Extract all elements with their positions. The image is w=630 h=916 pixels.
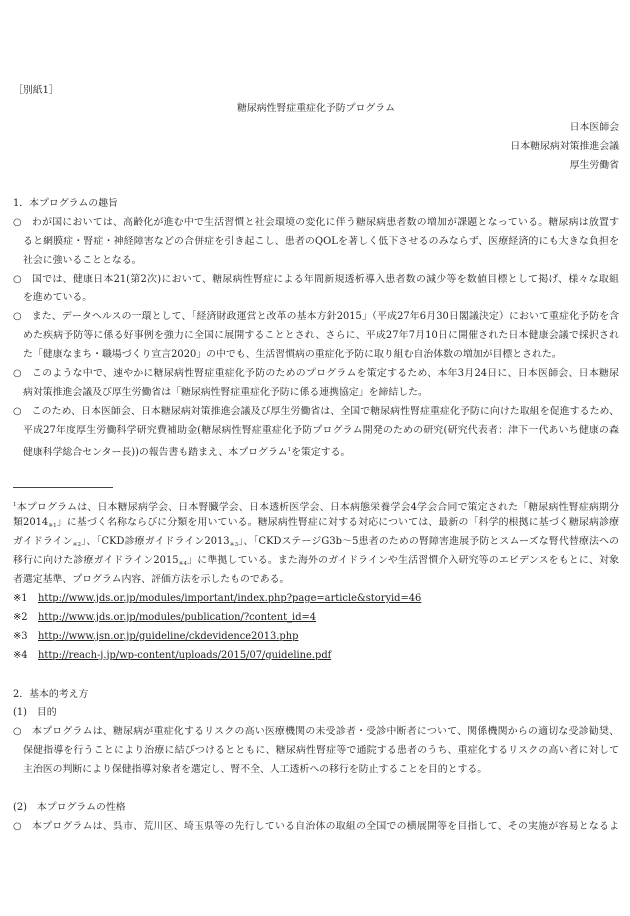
paragraph-line: 平成27年度厚生労働科学研究費補助金(糖尿病性腎症重症化予防プログラム開発のための研究(研究代表者：津下一代あいち健康の森	[23, 424, 619, 436]
footnote-text: 本プログラムは、日本糖尿病学会、日本腎臓学会、日本透析医学会、日本病態栄養学会4学会合同で策定された「糖尿病性腎症病期分	[16, 501, 619, 513]
footnote-line	[13, 533, 619, 552]
footnote-text: 」、「CKDステージG3b～5患者のための腎障害進展予防とスムーズな腎代替療法への	[238, 536, 619, 548]
paragraph-line: を進めている。	[23, 292, 93, 304]
paragraph-line: 主治医の判断により保健指導対象者を選定し、腎不全、人工透析への移行を防止することを目的とする。	[23, 764, 488, 776]
footnote-line: 者選定基準、プログラム内容、評価方法を示したものである。	[13, 574, 290, 586]
paragraph-line: ○ わが国においては、高齢化が進む中で生活習慣と社会環境の変化に伴う糖尿病患者数の増加が課題となっている。糖尿病は放置す	[13, 216, 619, 228]
paragraph-line: ると網膜症・腎症・神経障害などの合併症を引き起こし、患者のQOLを著しく低下させるのみならず、医療経済的にも大きな負担を	[23, 235, 619, 247]
paragraph-line	[13, 441, 619, 460]
paragraph-line: 病対策推進会議及び厚生労働省は「糖尿病性腎症重症化予防に係る連携協定」を締結した。	[23, 386, 428, 398]
reference-mark: ※3	[13, 630, 28, 642]
subsection-heading: (2) 本プログラムの性格	[13, 801, 126, 813]
reference-item	[13, 609, 619, 628]
footnote-line	[13, 514, 619, 533]
reference-mark: ※1	[13, 592, 28, 604]
blank-line	[13, 780, 619, 799]
footnote-line	[13, 552, 619, 571]
section-heading: 1．本プログラムの趣旨	[13, 198, 118, 209]
section-1	[13, 195, 619, 459]
footnote-mark: 1	[13, 501, 17, 508]
paragraph	[13, 365, 619, 403]
reference-link[interactable]: http://www.jds.or.jp/modules/important/index.php?page=article&storyid=46	[38, 592, 422, 604]
reference-mark: ※3	[229, 542, 239, 549]
reference-item	[13, 647, 619, 666]
reference-mark: ※2	[72, 542, 82, 549]
paragraph-text: 健康科学総合センター長))の報告書も踏まえ、本プログラム	[23, 446, 288, 458]
reference-mark: ※1	[48, 523, 57, 530]
paragraph-line: ○ また、データヘルスの一環として、「経済財政運営と改革の基本方針2015」（平成27年6月30日閣議決定）において重症化予防を含	[13, 311, 619, 323]
paragraph-line: ○ 国では、健康日本21(第2次)において、糖尿病性腎症による年間新規透析導入患者数の減少等を数値目標として掲げ、様々な取組	[13, 273, 619, 285]
footnote	[13, 496, 619, 666]
reference-item	[13, 628, 619, 647]
paragraph-text: を策定する。	[291, 446, 351, 458]
paragraph-line: ○ このため、日本医師会、日本糖尿病対策推進会議及び厚生労働省は、全国で糖尿病性腎症重症化予防に向けた取組を促進するため、	[13, 405, 619, 417]
footnote-text: 類2014	[13, 517, 49, 529]
paragraph-line: 社会に強いることとなる。	[23, 254, 142, 266]
footnote-text: 移行に向けた診療ガイドライン2015	[13, 555, 179, 567]
footnote-text: ガイドライン	[13, 536, 73, 548]
paragraph-line: た「健康なまち・職場づくり宣言2020」の中でも、生活習慣病の重症化予防に取り組む自治体数の増加が目標とされた。	[23, 349, 562, 361]
footnote-line	[13, 496, 619, 515]
footnote-divider	[13, 487, 113, 488]
footnote-text: 」、「CKD診療ガイドライン2013	[81, 536, 230, 548]
paragraph	[13, 308, 619, 365]
reference-item	[13, 590, 619, 609]
reference-mark: ※2	[13, 611, 28, 623]
paragraph	[13, 403, 619, 460]
attachment-label: ［別紙1］	[13, 84, 59, 96]
paragraph-line: 保健指導を行うことにより治療に結びつけるとともに、糖尿病性腎症等で通院する患者のうち、重症化するリスクの高い者に対して	[23, 745, 619, 757]
organization: 日本糖尿病対策推進会議	[510, 141, 619, 153]
paragraph	[13, 214, 619, 271]
paragraph-line: めた疾病予防等に係る好事例を強力に全国に展開することとされ、さらに、平成27年7月10日に開催された日本健康会議で採択され	[23, 330, 619, 342]
organization: 日本医師会	[569, 122, 619, 134]
reference-mark: ※4	[13, 649, 28, 661]
footnote-text: 」に基づく名称ならびに分類を用いている。糖尿病性腎症に対する対応については、最新の「科学的根拠に基づく糖尿病診療	[56, 517, 619, 529]
section-heading: 2．基本的考え方	[13, 688, 89, 700]
document-header	[13, 82, 619, 176]
paragraph-line: ○ 本プログラムは、糖尿病が重症化するリスクの高い医療機関の未受診者・受診中断者について、関係機関からの適切な受診勧奨、	[13, 726, 619, 738]
document-title: 糖尿病性腎症重症化予防プログラム	[237, 103, 395, 115]
organization: 厚生労働省	[569, 160, 619, 172]
footnote-reference[interactable]: 1	[287, 446, 292, 453]
reference-mark: ※4	[178, 561, 188, 568]
subsection-heading: (1) 目的	[13, 707, 57, 719]
paragraph-line: ○ このような中で、速やかに糖尿病性腎症重症化予防のためのプログラムを策定するため、本年3月24日に、日本医師会、日本糖尿	[13, 368, 619, 380]
section-2	[13, 686, 619, 837]
reference-link[interactable]: http://reach-j.jp/wp-content/uploads/2015/07/guideline.pdf	[38, 649, 332, 661]
paragraph	[13, 271, 619, 309]
paragraph-line: ○ 本プログラムは、呉市、荒川区、埼玉県等の先行している自治体の取組の全国での横展開等を目指して、その実施が容易となるよ	[13, 820, 619, 832]
reference-link[interactable]: http://www.jds.or.jp/modules/publication/?content_id=4	[38, 611, 317, 623]
reference-link[interactable]: http://www.jsn.or.jp/guideline/ckdevidence2013.php	[38, 630, 299, 642]
footnote-text: 」に準拠している。また海外のガイドラインや生活習慣介入研究等のエビデンスをもとに、対象	[187, 555, 619, 567]
